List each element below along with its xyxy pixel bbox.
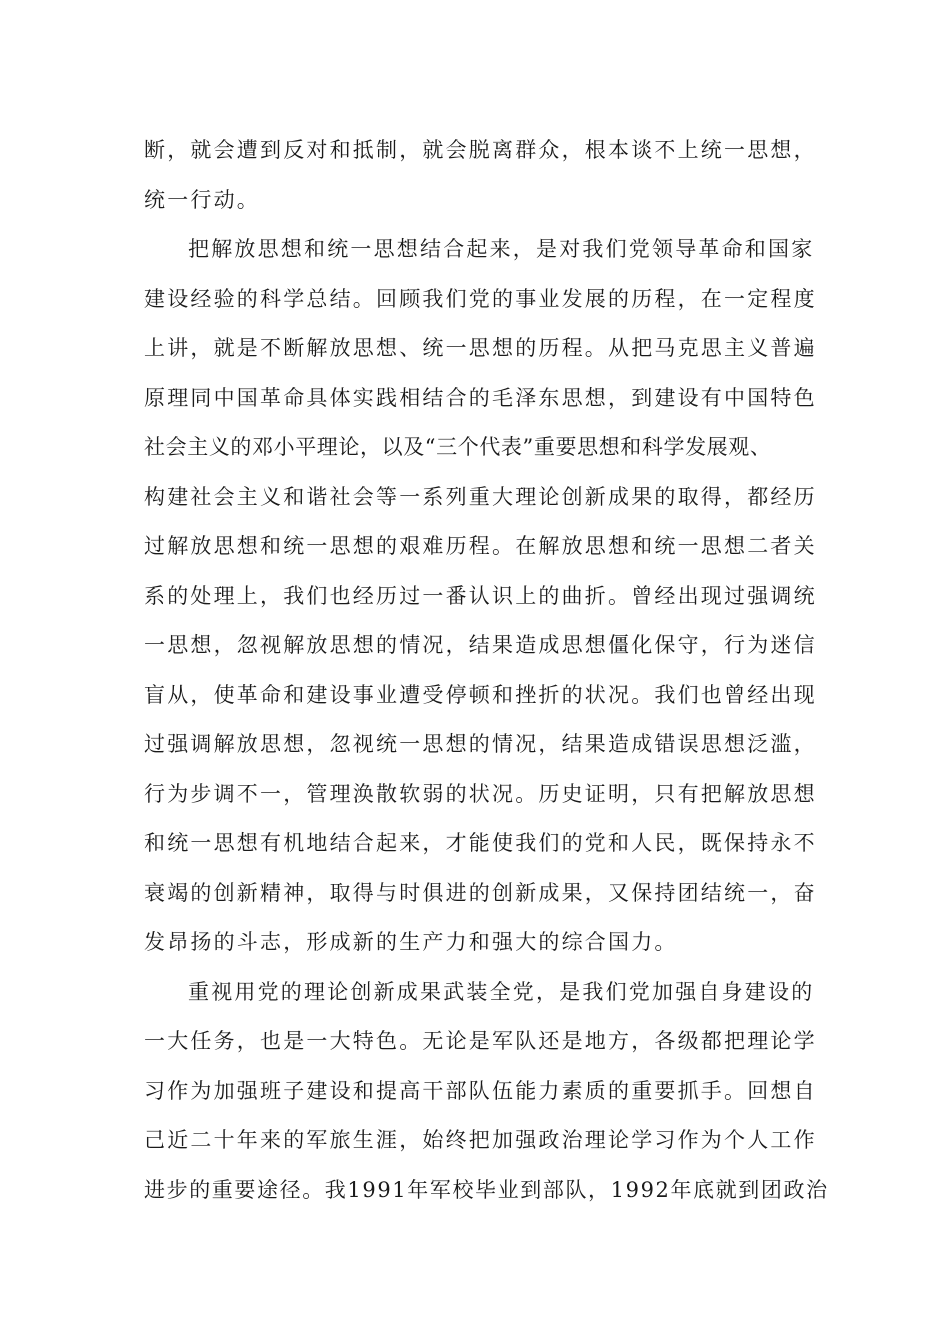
text-line: 统一行动。 <box>144 187 260 212</box>
text-line: 构建社会主义和谐社会等一系列重大理论创新成果的取得，都经历 <box>144 484 817 509</box>
text-line: 社会主义的邓小平理论，以及“三个代表”重要思想和科学发展观、 <box>144 435 772 459</box>
text-line: 习作为加强班子建设和提高干部队伍能力素质的重要抓手。回想自 <box>144 1078 817 1103</box>
text-line: 断，就会遭到反对和抵制，就会脱离群众，根本谈不上统一思想， <box>144 138 817 162</box>
text-line: 一思想，忽视解放思想的情况，结果造成思想僵化保守，行为迷信 <box>144 633 817 657</box>
body-text <box>144 126 829 1215</box>
paragraph-first-line: 把解放思想和统一思想结合起来，是对我们党领导革命和国家 <box>188 237 815 261</box>
text-line: 过解放思想和统一思想的艰难历程。在解放思想和统一思想二者关 <box>144 534 817 558</box>
text-line: 己近二十年来的军旅生涯，始终把加强政治理论学习作为个人工作 <box>144 1128 817 1152</box>
text-line: 和统一思想有机地结合起来，才能使我们的党和人民，既保持永不 <box>144 831 817 855</box>
text-line: 一大任务，也是一大特色。无论是军队还是地方，各级都把理论学 <box>144 1029 817 1053</box>
text-line: 上讲，就是不断解放思想、统一思想的历程。从把马克思主义普遍 <box>144 336 817 360</box>
text-line: 发昂扬的斗志，形成新的生产力和强大的综合国力。 <box>144 930 678 954</box>
text-line: 过强调解放思想，忽视统一思想的情况，结果造成错误思想泛滥， <box>144 732 817 756</box>
text-line: 建设经验的科学总结。回顾我们党的事业发展的历程，在一定程度 <box>144 286 817 311</box>
paragraph-first-line: 重视用党的理论创新成果武装全党，是我们党加强自身建设的 <box>188 979 815 1004</box>
text-line: 盲从，使革命和建设事业遭受停顿和挫折的状况。我们也曾经出现 <box>144 682 817 707</box>
text-line: 行为步调不一，管理涣散软弱的状况。历史证明，只有把解放思想 <box>144 781 817 806</box>
text-line: 进步的重要途径。我1991年军校毕业到部队，1992年底就到团政治 <box>144 1177 829 1202</box>
text-line: 衰竭的创新精神，取得与时俱进的创新成果，又保持团结统一，奋 <box>144 880 817 905</box>
text-line: 系的处理上，我们也经历过一番认识上的曲折。曾经出现过强调统 <box>144 583 817 608</box>
text-line: 原理同中国革命具体实践相结合的毛泽东思想，到建设有中国特色 <box>144 385 817 410</box>
